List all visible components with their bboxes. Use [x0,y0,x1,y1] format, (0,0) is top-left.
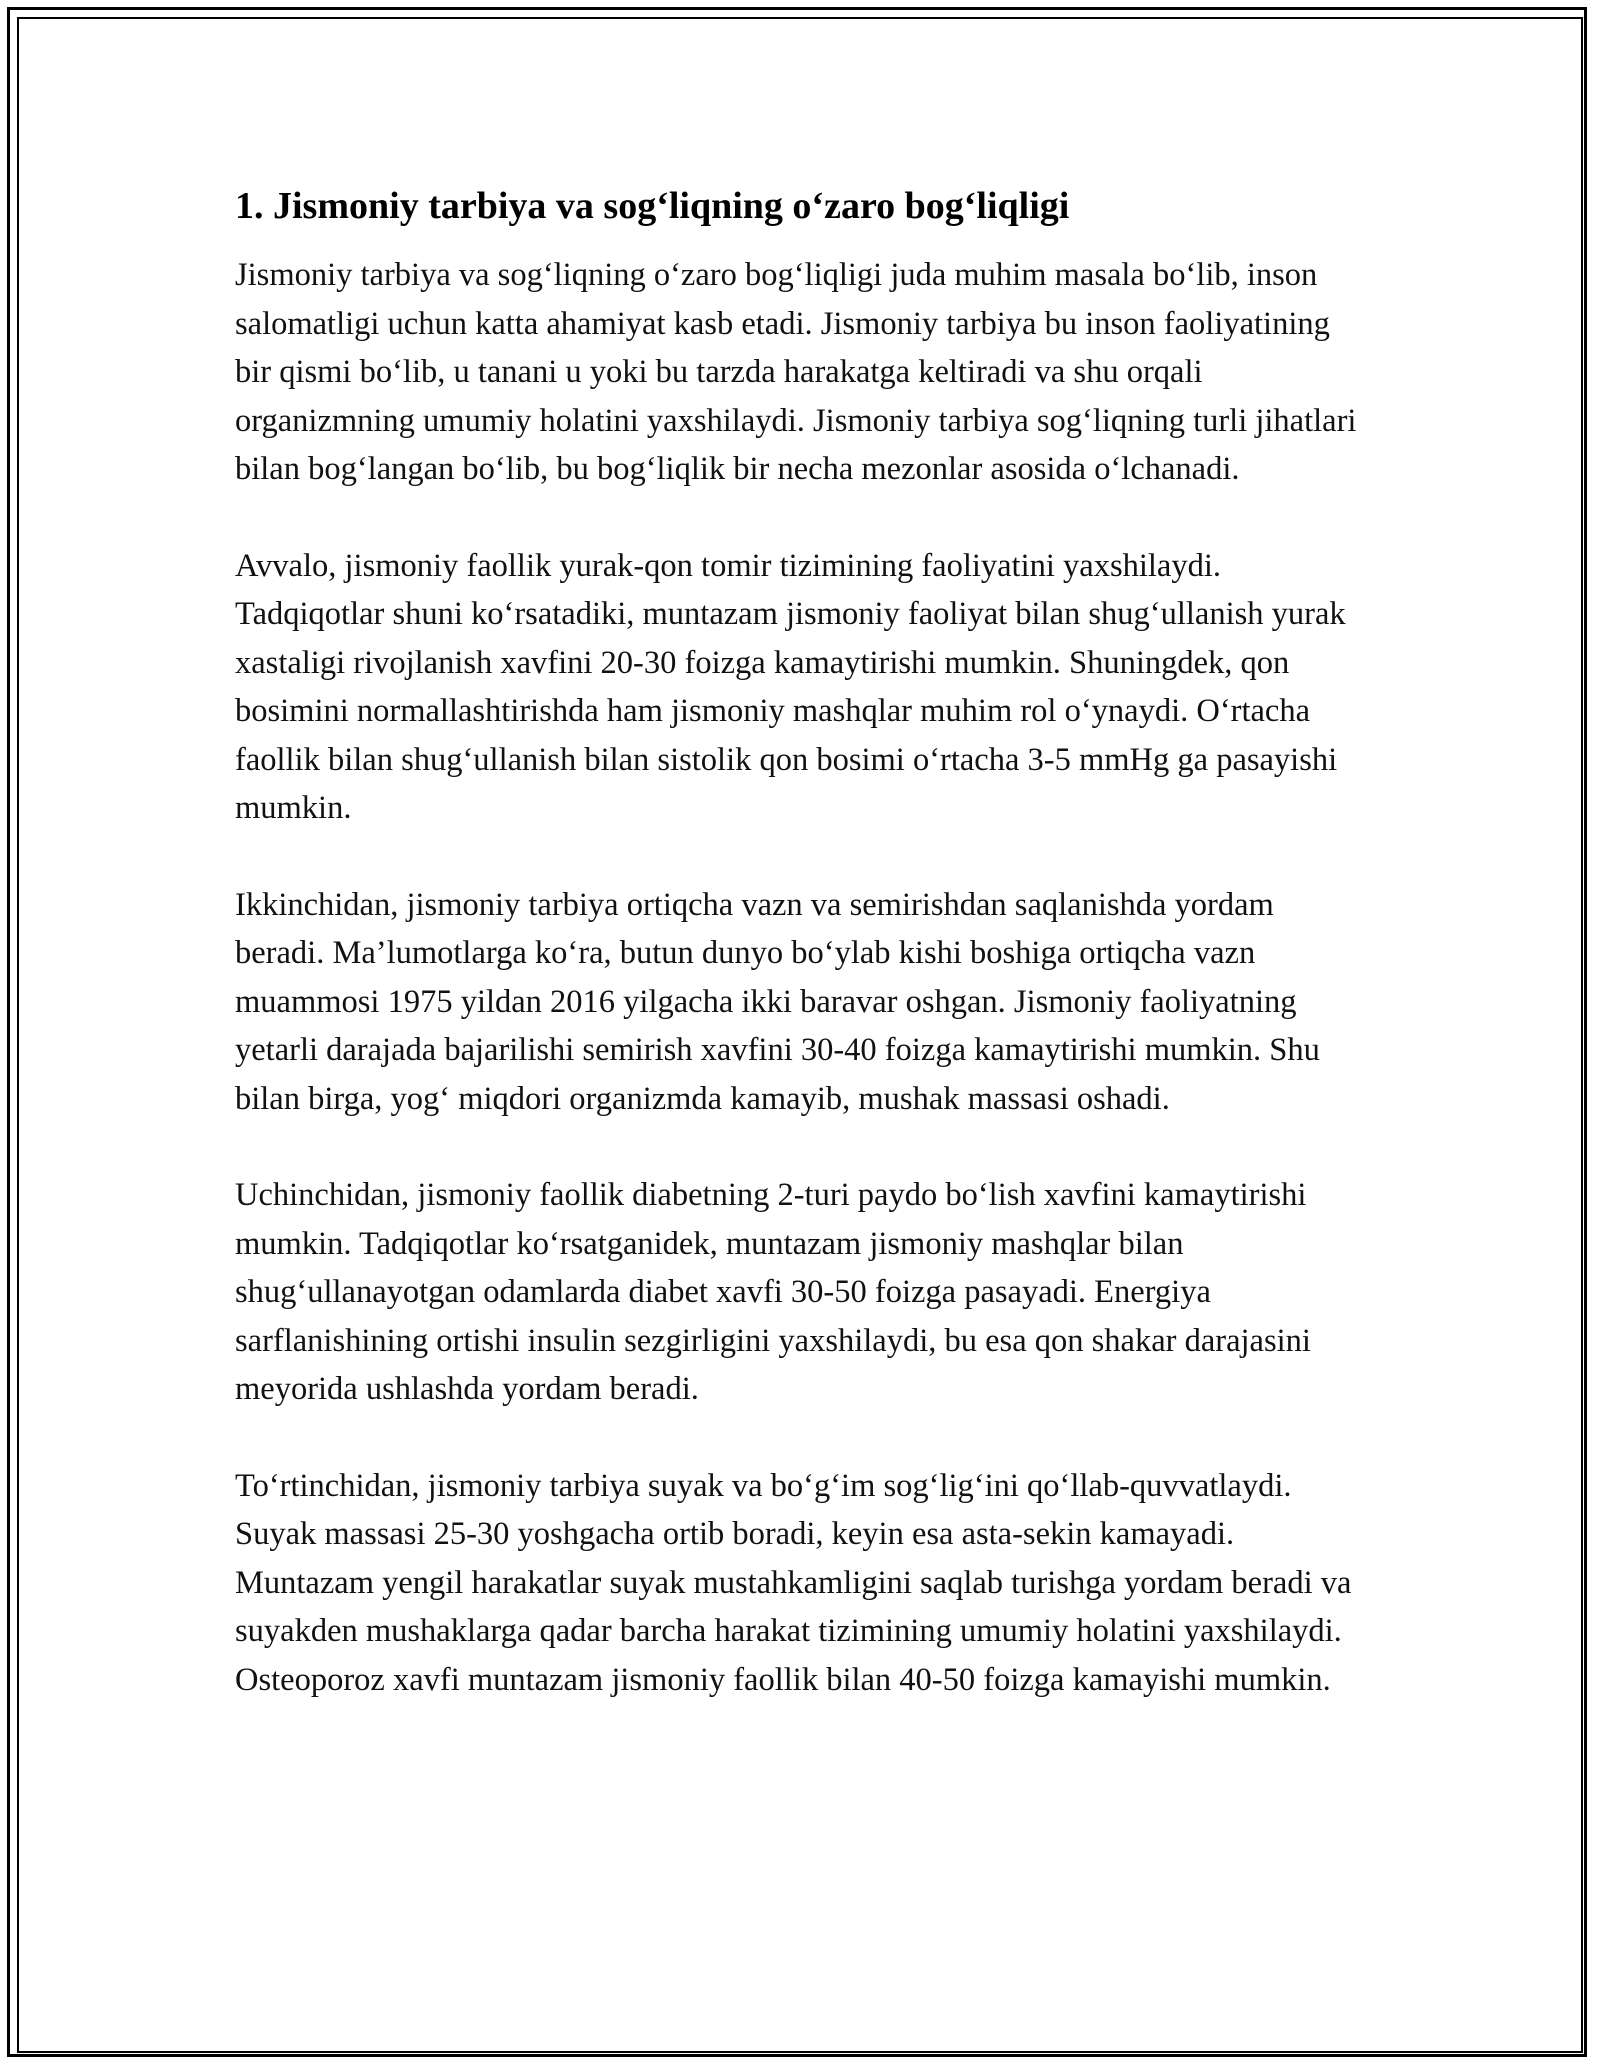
paragraph-intro: Jismoniy tarbiya va sog‘liqning o‘zaro bog‘liqligi juda muhim masala bo‘lib, inson salomatligi uchun katta ahamiyat kasb etadi. Jismoniy tarbiya bu inson faoliyatining bir qismi bo‘lib, u tanani u yoki bu tarzda harakatga keltiradi va shu orqali organizmning umumiy holatini yaxshilaydi. Jismoniy tarbiya sog‘liqning turli jihatlari bilan bog‘langan bo‘lib, bu bog‘liqlik bir necha mezonlar asosida o‘lchanadi. [235,257,1357,488]
paragraph-bones: To‘rtinchidan, jismoniy tarbiya suyak va bo‘g‘im sog‘lig‘ini qo‘llab-quvvatlaydi. Suyak massasi 25-30 yoshgacha ortib boradi, keyin esa asta-sekin kamayadi. Muntazam yengil harakatlar suyak mustahkamligini saqlab turishga yordam beradi va suyakden mushaklarga qadar barcha harakat tizimining umumiy holatini yaxshilaydi. Osteoporoz xavfi muntazam jismoniy faollik bilan 40-50 foizga kamayishi mumkin. [235,1467,1352,1698]
document-body [235,180,1365,1752]
paragraph-cardiovascular: Avvalo, jismoniy faollik yurak-qon tomir tizimining faoliyatini yaxshilaydi. Tadqiqotlar shuni ko‘rsatadiki, muntazam jismoniy faoliyat bilan shug‘ullanish yurak xastaligi rivojlanish xavfini 20-30 foizga kamaytirishi mumkin. Shuningdek, qon bosimini normallashtirishda ham jismoniy mashqlar muhim rol o‘ynaydi. O‘rtacha faollik bilan shug‘ullanish bilan sistolik qon bosimi o‘rtacha 3-5 mmHg ga pasayishi mumkin. [235,547,1346,827]
paragraph-diabetes: Uchinchidan, jismoniy faollik diabetning 2-turi paydo bo‘lish xavfini kamaytirishi mumkin. Tadqiqotlar ko‘rsatganidek, muntazam jismoniy mashqlar bilan shug‘ullanayotgan odamlarda diabet xavfi 30-50 foizga pasayadi. Energiya sarflanishining ortishi insulin sezgirligini yaxshilaydi, bu esa qon shakar darajasini meyorida ushlashda yordam beradi. [235,1177,1311,1408]
paragraph-weight: Ikkinchidan, jismoniy tarbiya ortiqcha vazn va semirishdan saqlanishda yordam beradi. Ma’lumotlarga ko‘ra, butun dunyo bo‘ylab kishi boshiga ortiqcha vazn muammosi 1975 yildan 2016 yilgacha ikki baravar oshgan. Jismoniy faoliyatning yetarli darajada bajarilishi semirish xavfini 30-40 foizga kamaytirishi mumkin. Shu bilan birga, yog‘ miqdori organizmda kamayib, mushak massasi oshadi. [235,886,1320,1117]
section-heading: 1. Jismoniy tarbiya va sog‘liqning o‘zaro bog‘liqligi [235,185,1070,227]
